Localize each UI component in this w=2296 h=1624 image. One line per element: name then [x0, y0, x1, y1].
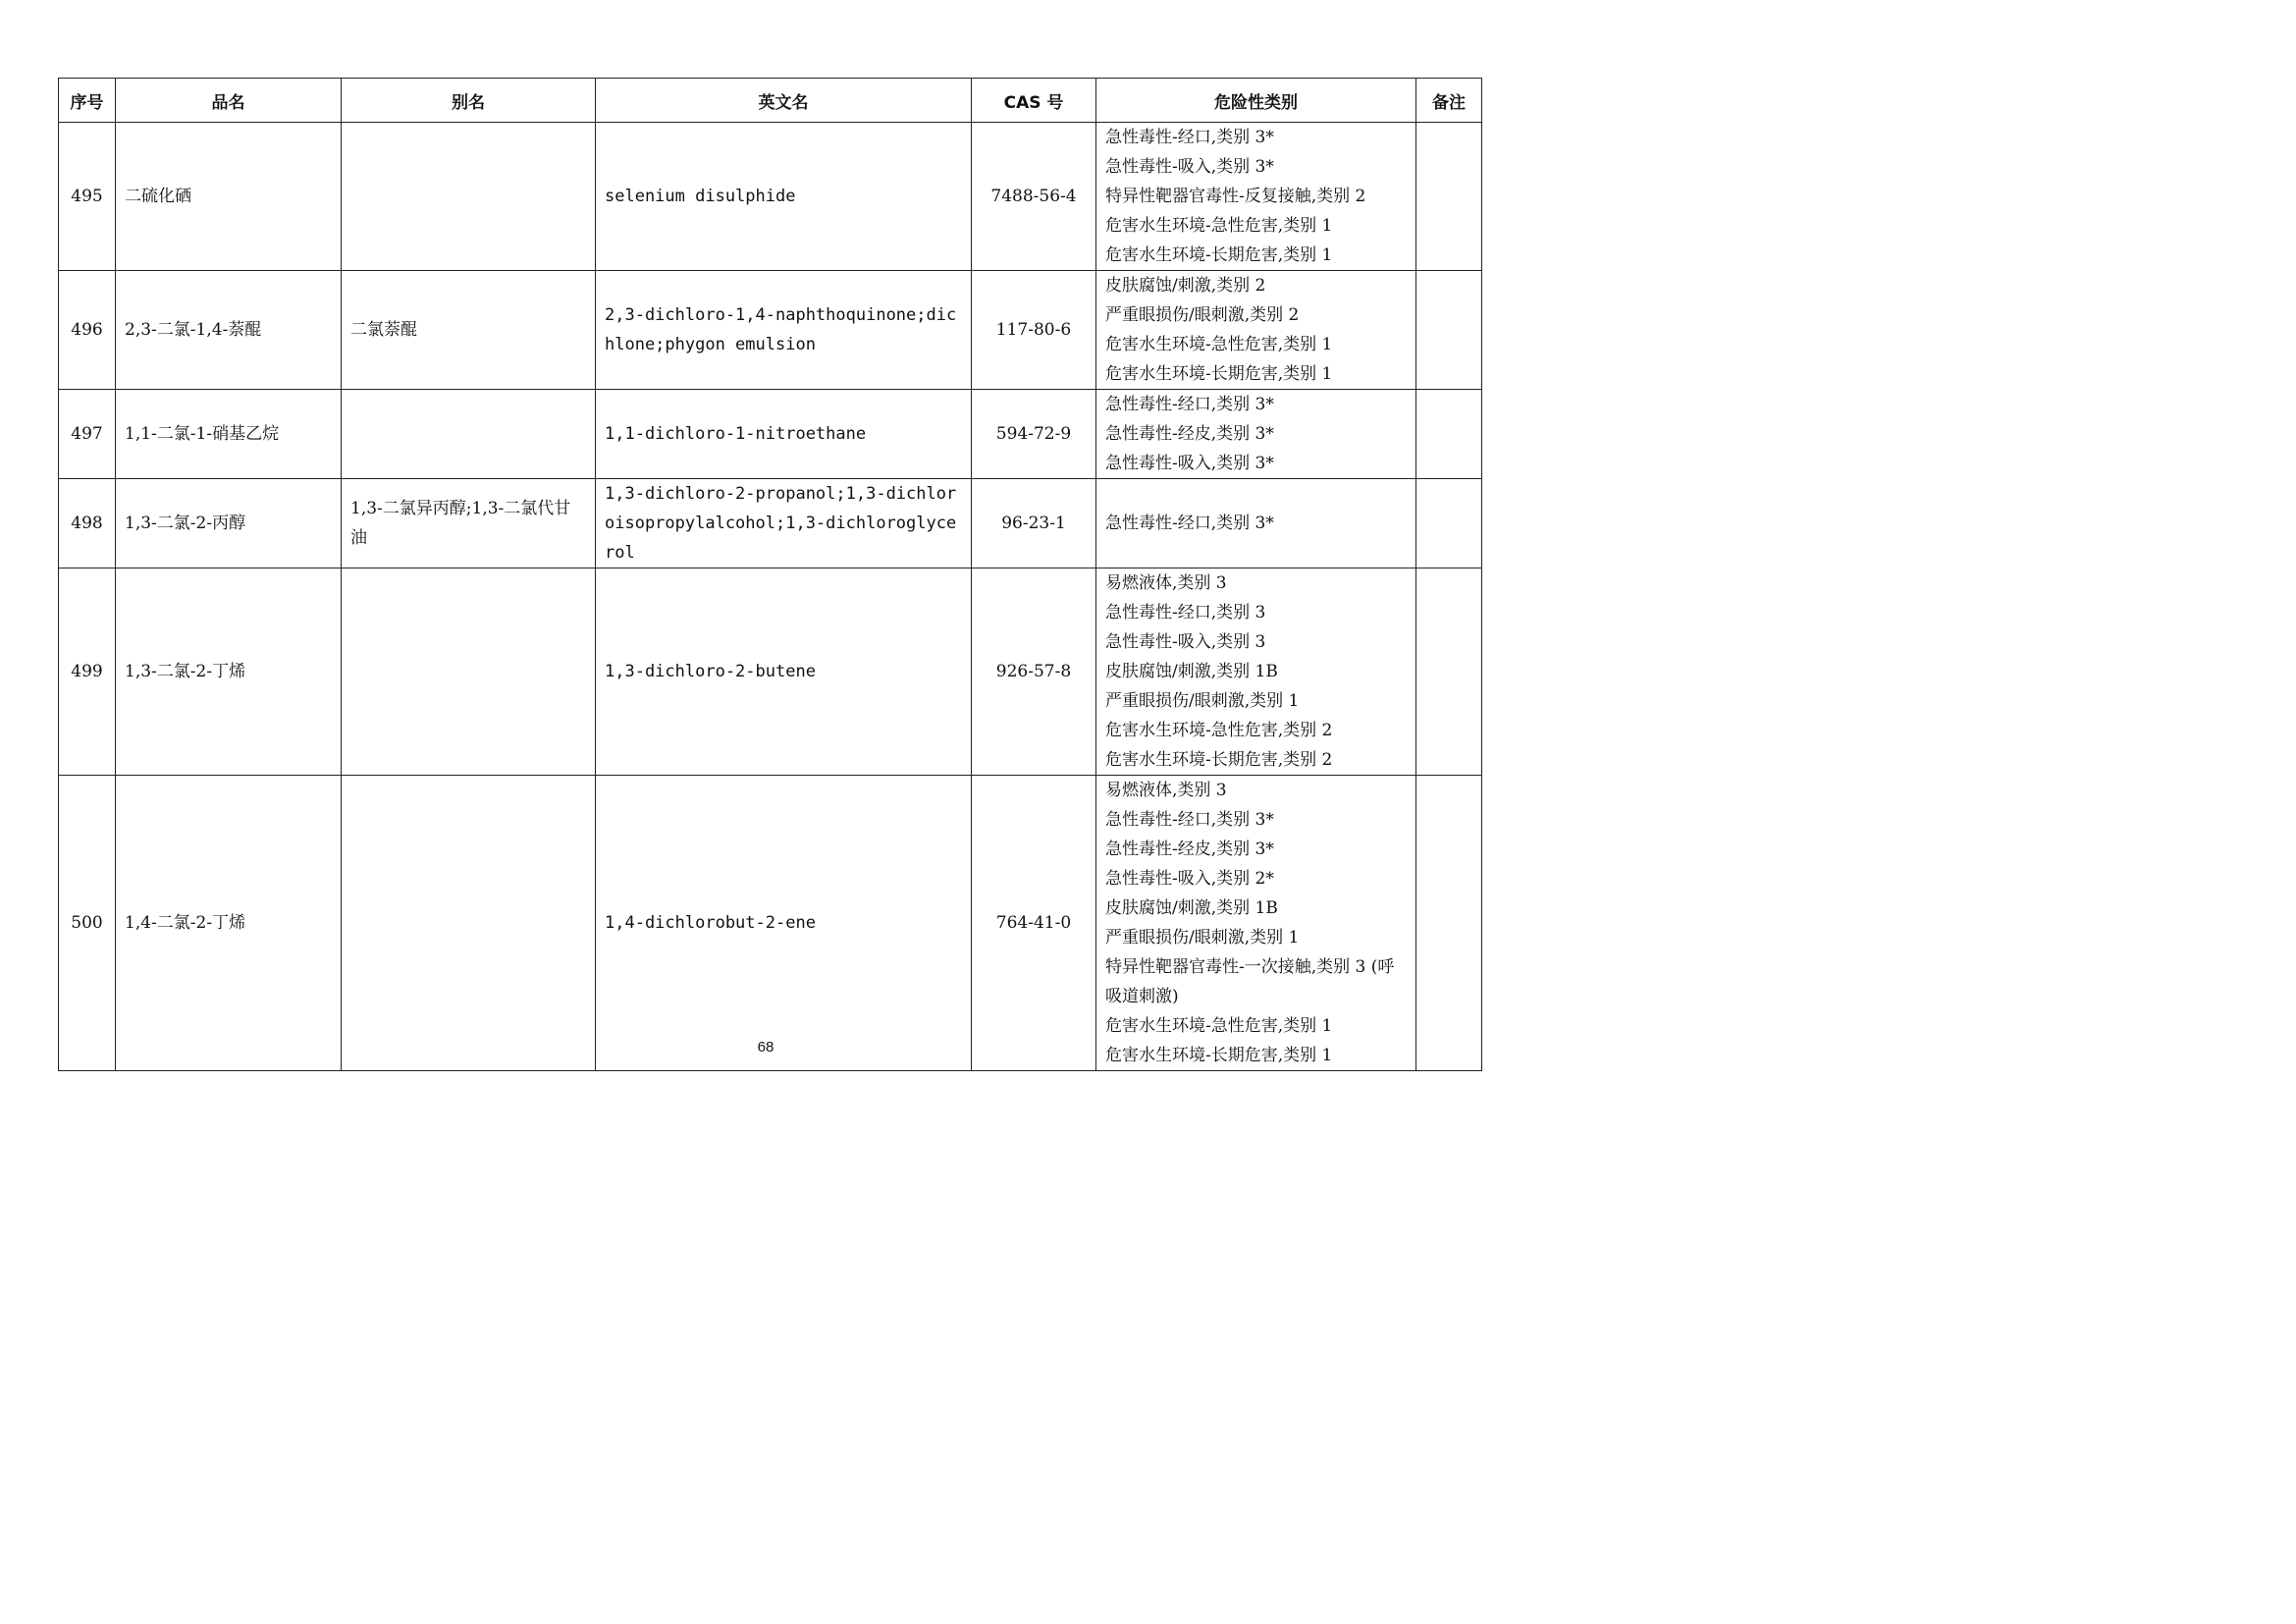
cell-alias: 二氯萘醌	[342, 271, 596, 390]
cell-no: 497	[59, 390, 116, 479]
cell-alias	[342, 390, 596, 479]
cell-remark	[1416, 776, 1482, 1071]
cell-alias: 1,3-二氯异丙醇;1,3-二氯代甘油	[342, 479, 596, 568]
header-english: 英文名	[596, 79, 972, 123]
hazard-line: 危害水生环境-长期危害,类别 1	[1105, 245, 1333, 265]
hazard-line: 危害水生环境-急性危害,类别 1	[1105, 216, 1333, 236]
cell-no: 500	[59, 776, 116, 1071]
hazard-line: 危害水生环境-急性危害,类别 1	[1105, 335, 1333, 354]
hazard-line: 特异性靶器官毒性-反复接触,类别 2	[1105, 187, 1366, 206]
header-cas: CAS 号	[972, 79, 1096, 123]
table-row	[59, 568, 1482, 776]
cell-alias	[342, 568, 596, 776]
cell-no: 499	[59, 568, 116, 776]
table-row	[59, 123, 1482, 271]
table-body	[59, 123, 1482, 1071]
hazard-line: 严重眼损伤/眼刺激,类别 2	[1105, 305, 1300, 325]
cell-name: 1,1-二氯-1-硝基乙烷	[116, 390, 342, 479]
hazard-line: 皮肤腐蚀/刺激,类别 2	[1105, 276, 1266, 296]
cell-remark	[1416, 568, 1482, 776]
cell-english: 1,3-dichloro-2-butene	[596, 568, 972, 776]
header-name: 品名	[116, 79, 342, 123]
header-row	[59, 79, 1482, 123]
hazard-line: 急性毒性-经皮,类别 3*	[1105, 424, 1274, 444]
hazard-line: 皮肤腐蚀/刺激,类别 1B	[1105, 662, 1278, 681]
cell-cas: 7488-56-4	[972, 123, 1096, 271]
header-hazard: 危险性类别	[1096, 79, 1416, 123]
cell-hazard	[1096, 479, 1416, 568]
cell-remark	[1416, 123, 1482, 271]
hazard-line: 严重眼损伤/眼刺激,类别 1	[1105, 691, 1300, 711]
hazard-line: 急性毒性-经口,类别 3	[1105, 603, 1266, 623]
hazard-line: 急性毒性-吸入,类别 3*	[1105, 157, 1274, 177]
cell-english: 1,1-dichloro-1-nitroethane	[596, 390, 972, 479]
cell-name: 二硫化硒	[116, 123, 342, 271]
cell-remark	[1416, 390, 1482, 479]
cell-alias	[342, 123, 596, 271]
cell-cas: 96-23-1	[972, 479, 1096, 568]
hazard-line: 急性毒性-吸入,类别 3*	[1105, 454, 1274, 473]
hazard-line: 危害水生环境-长期危害,类别 1	[1105, 1046, 1333, 1065]
hazard-line: 易燃液体,类别 3	[1105, 573, 1227, 593]
hazard-line: 急性毒性-吸入,类别 2*	[1105, 869, 1274, 889]
cell-hazard	[1096, 568, 1416, 776]
hazard-line: 急性毒性-经口,类别 3*	[1105, 514, 1274, 533]
cell-alias	[342, 776, 596, 1071]
table-row	[59, 479, 1482, 568]
hazard-line: 特异性靶器官毒性-一次接触,类别 3 (呼吸道刺激)	[1105, 957, 1395, 1006]
table-row	[59, 271, 1482, 390]
cell-hazard	[1096, 271, 1416, 390]
hazard-line: 危害水生环境-长期危害,类别 2	[1105, 750, 1333, 770]
cell-hazard	[1096, 776, 1416, 1071]
hazard-line: 急性毒性-经口,类别 3*	[1105, 810, 1274, 830]
cell-hazard	[1096, 123, 1416, 271]
header-remark: 备注	[1416, 79, 1482, 123]
cell-cas: 764-41-0	[972, 776, 1096, 1071]
hazard-line: 皮肤腐蚀/刺激,类别 1B	[1105, 898, 1278, 918]
cell-no: 498	[59, 479, 116, 568]
cell-cas: 926-57-8	[972, 568, 1096, 776]
cell-remark	[1416, 479, 1482, 568]
hazard-line: 危害水生环境-急性危害,类别 1	[1105, 1016, 1333, 1036]
cell-cas: 117-80-6	[972, 271, 1096, 390]
table-row	[59, 390, 1482, 479]
cell-remark	[1416, 271, 1482, 390]
hazard-line: 严重眼损伤/眼刺激,类别 1	[1105, 928, 1300, 947]
chemical-table	[58, 78, 1482, 1071]
cell-english: 2,3-dichloro-1,4-naphthoquinone;dichlone;phygon emulsion	[596, 271, 972, 390]
cell-name: 1,3-二氯-2-丙醇	[116, 479, 342, 568]
cell-english: selenium disulphide	[596, 123, 972, 271]
cell-name: 1,3-二氯-2-丁烯	[116, 568, 342, 776]
hazard-line: 危害水生环境-急性危害,类别 2	[1105, 721, 1333, 740]
header-alias: 别名	[342, 79, 596, 123]
cell-cas: 594-72-9	[972, 390, 1096, 479]
hazard-line: 急性毒性-经口,类别 3*	[1105, 395, 1274, 414]
cell-english: 1,4-dichlorobut-2-ene	[596, 776, 972, 1071]
cell-no: 495	[59, 123, 116, 271]
cell-name: 1,4-二氯-2-丁烯	[116, 776, 342, 1071]
cell-name: 2,3-二氯-1,4-萘醌	[116, 271, 342, 390]
hazard-line: 急性毒性-经口,类别 3*	[1105, 128, 1274, 147]
hazard-line: 急性毒性-吸入,类别 3	[1105, 632, 1266, 652]
page-number: 68	[757, 1039, 774, 1056]
hazard-line: 易燃液体,类别 3	[1105, 781, 1227, 800]
hazard-line: 急性毒性-经皮,类别 3*	[1105, 839, 1274, 859]
cell-no: 496	[59, 271, 116, 390]
table-row	[59, 776, 1482, 1071]
cell-english: 1,3-dichloro-2-propanol;1,3-dichloroisopropylalcohol;1,3-dichloroglycerol	[596, 479, 972, 568]
header-no: 序号	[59, 79, 116, 123]
hazard-line: 危害水生环境-长期危害,类别 1	[1105, 364, 1333, 384]
cell-hazard	[1096, 390, 1416, 479]
